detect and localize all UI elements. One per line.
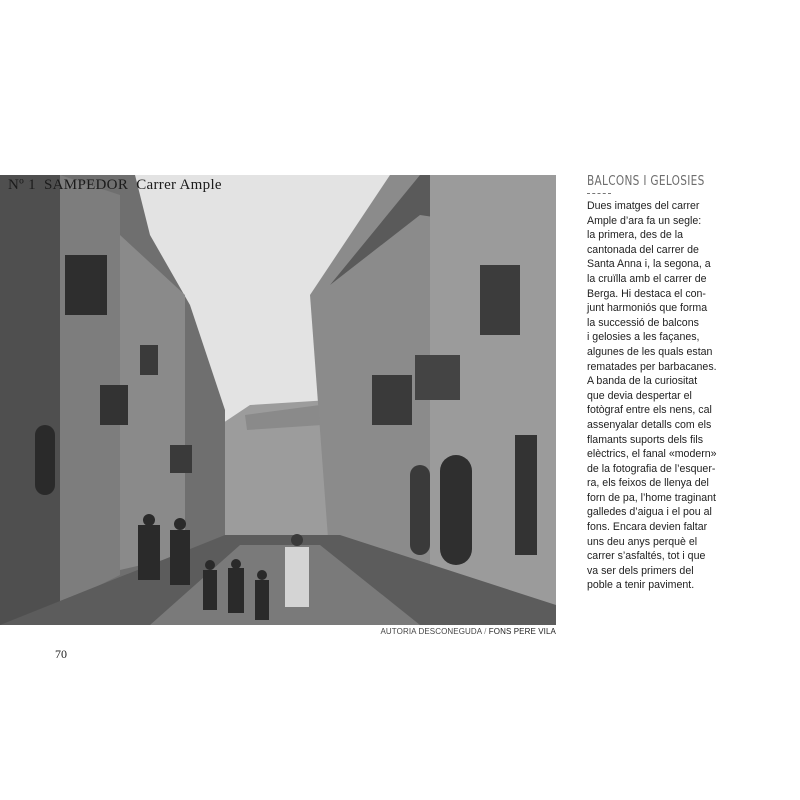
body-line: assenyalar detalls com els [587,418,712,431]
body-line: A banda de la curiositat [587,375,698,388]
body-line: carrer s’asfaltés, tot i que [587,550,706,563]
body-line: flamants suports dels fils [587,433,703,446]
body-line: Santa Anna i, la segona, a [587,258,711,271]
body-line: junt harmoniós que forma [587,302,708,315]
body-line: uns deu anys perquè el [587,535,698,548]
body-line: ra, els feixos de llenya del [587,477,709,490]
photo-caption: Nº 1 SAMPEDOR Carrer Ample [8,177,222,193]
street-photo-illustration [0,175,556,625]
body-line: algunes de les quals estan [587,345,713,358]
body-line: i gelosies a les façanes, [587,331,700,344]
body-line: fotògraf entre els nens, cal [587,404,712,417]
heading-divider [587,193,611,194]
body-paragraph [587,199,729,593]
body-line: la successió de balcons [587,316,699,329]
body-line: poble a tenir paviment. [587,579,695,592]
body-line: rematades per barbacanes. [587,360,717,373]
section-heading: BALCONS I GELOSIES [587,173,705,189]
street-photograph [0,175,556,625]
credit-author: AUTORIA DESCONEGUDA [380,627,482,636]
body-line: la cruïlla amb el carrer de [587,272,707,285]
body-line: la primera, des de la [587,229,683,242]
body-line: cantonada del carrer de [587,243,699,256]
body-line: que devia despertar el [587,389,692,402]
body-line: Ample d’ara fa un segle: [587,214,702,227]
credit-separator: / [484,627,487,636]
page-number: 70 [55,647,67,661]
body-line: va ser dels primers del [587,564,694,577]
body-line: fons. Encara devien faltar [587,521,708,534]
sidebar-text-block [587,173,729,593]
credit-source: FONS PERE VILA [488,627,556,636]
body-line: Berga. Hi destaca el con- [587,287,706,300]
body-line: Dues imatges del carrer [587,200,700,212]
body-line: de la fotografia de l’esquer- [587,462,716,475]
photo-credit [380,627,556,636]
body-line: galledes d’aigua i el pou al [587,506,712,519]
body-line: elèctrics, el fanal «modern» [587,448,717,461]
body-line: forn de pa, l’home traginant [587,491,716,504]
